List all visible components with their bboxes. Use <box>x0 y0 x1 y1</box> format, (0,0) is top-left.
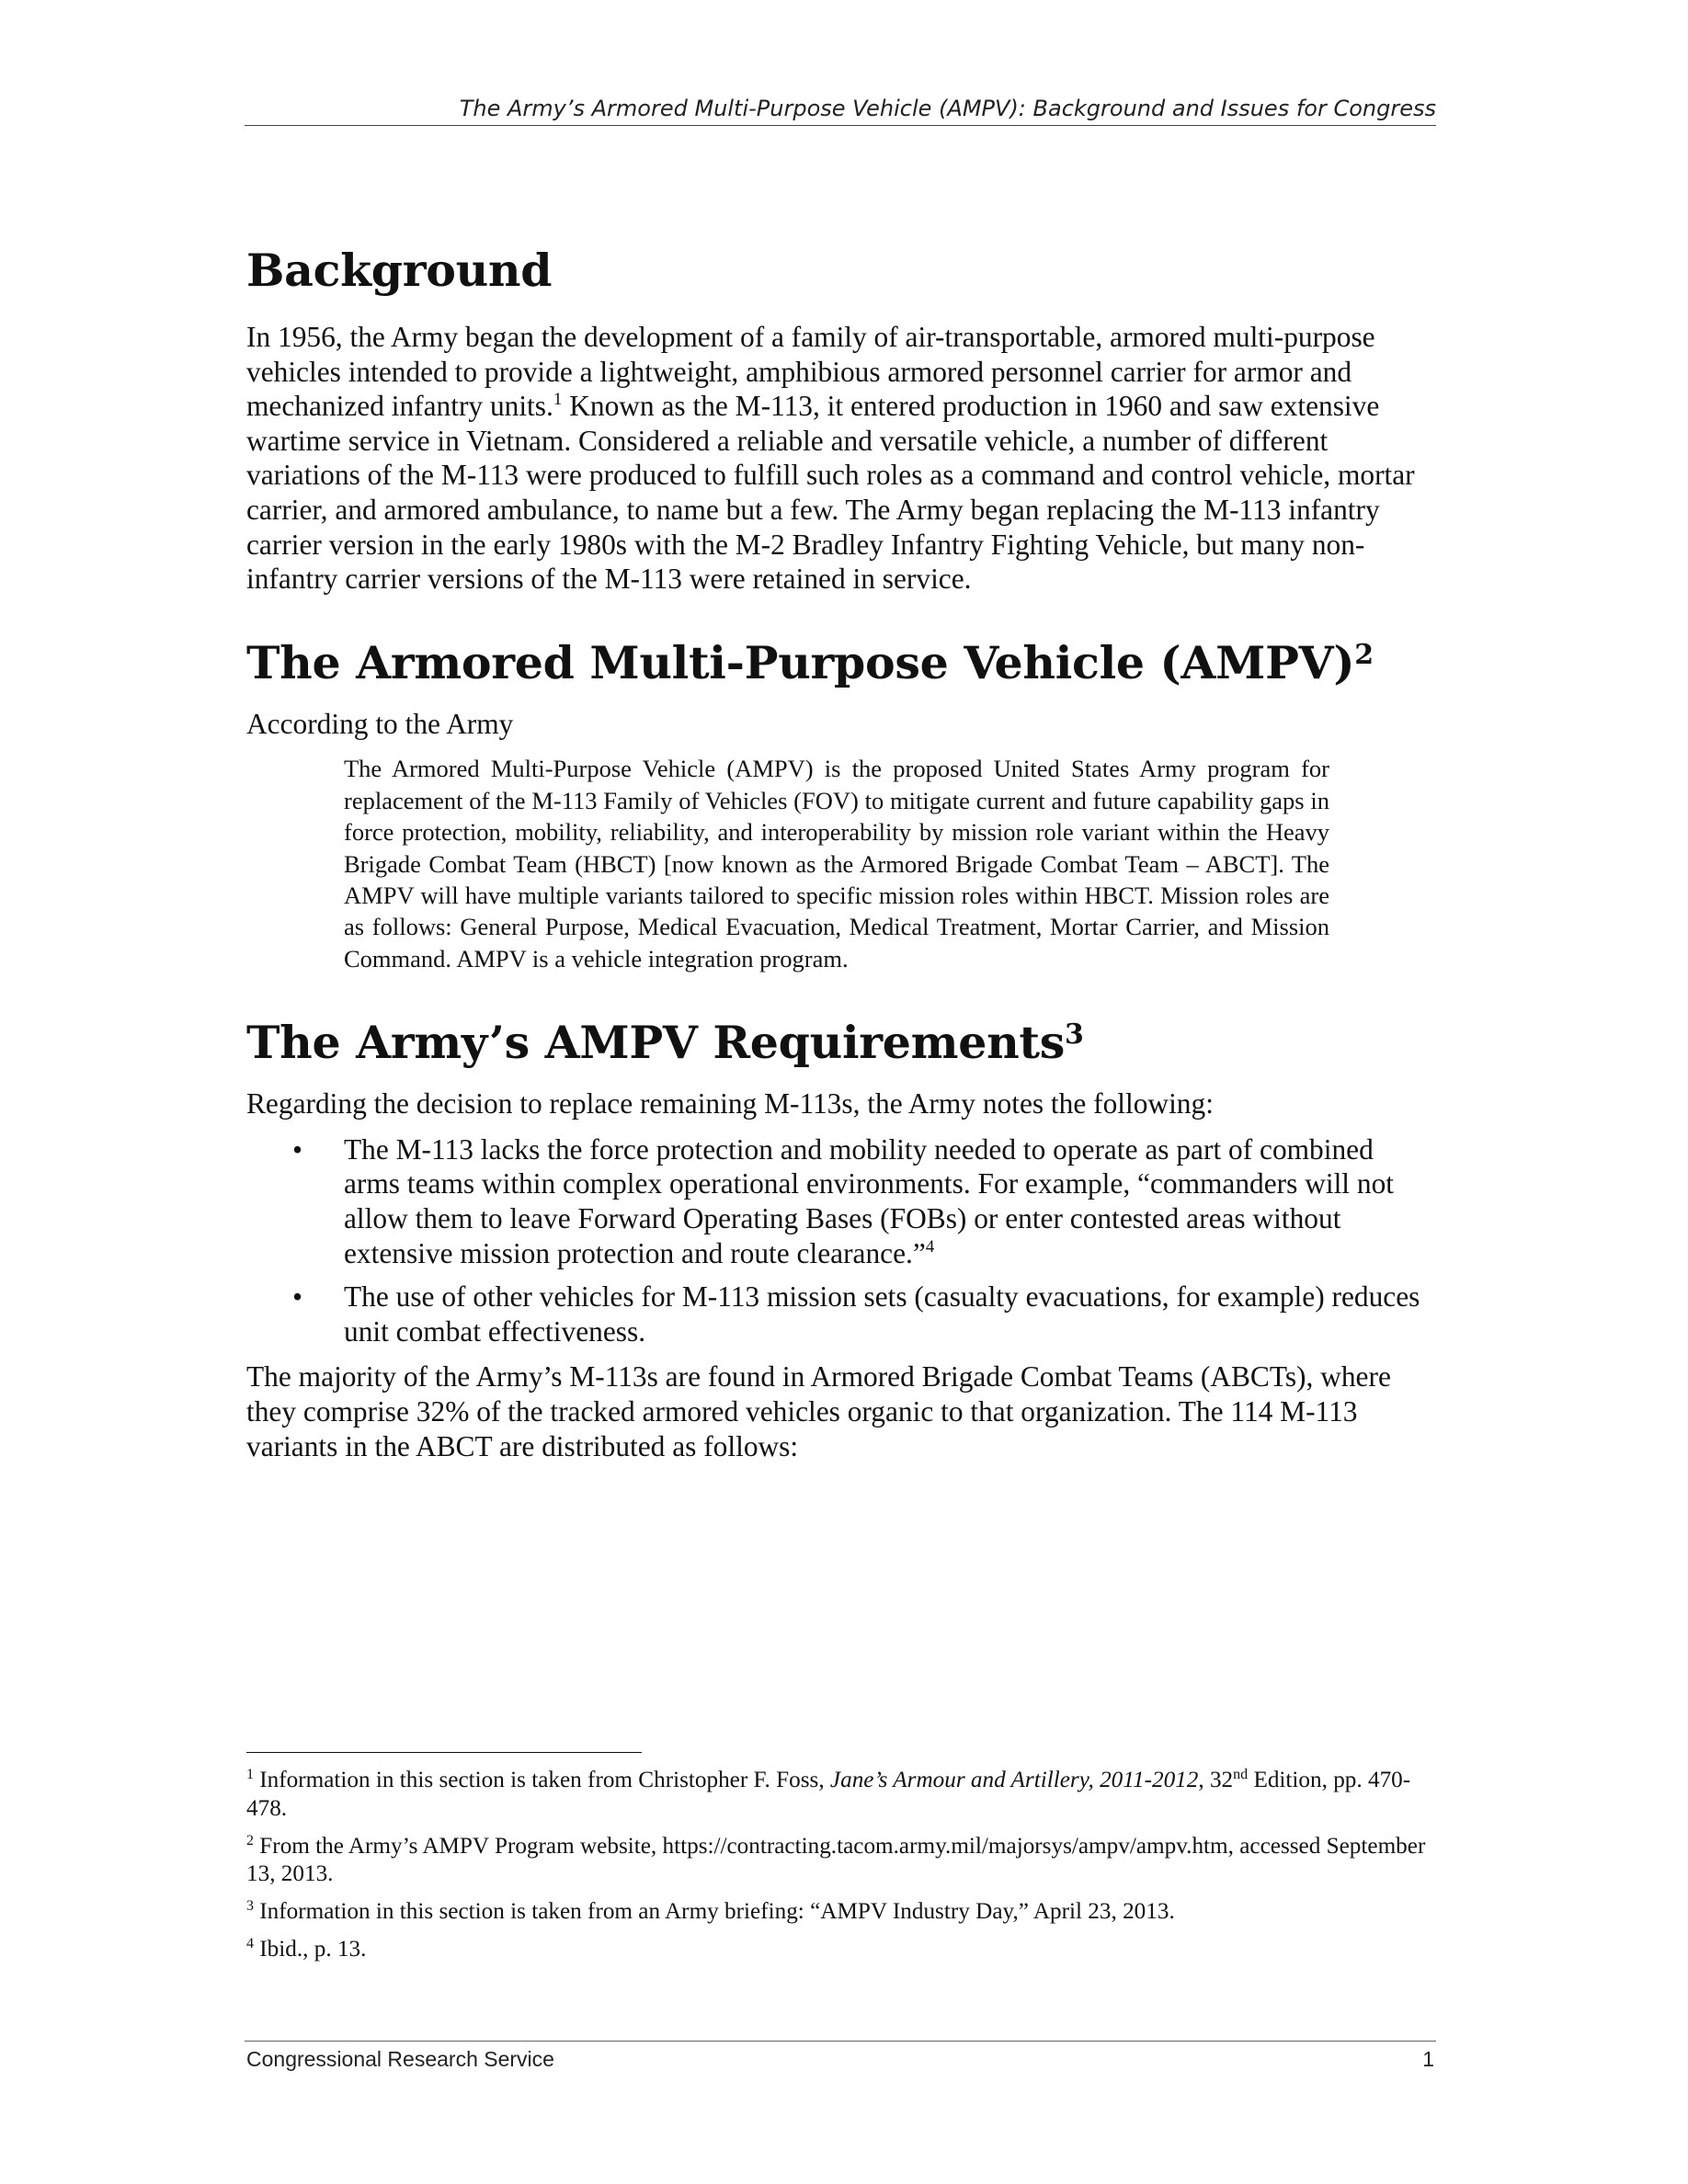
footnote-ref-4: 4 <box>925 1236 935 1257</box>
footnotes <box>246 1767 1438 1974</box>
footnote-ref-3: 3 <box>1065 1018 1084 1052</box>
footnote-ref-1: 1 <box>553 390 563 410</box>
footer-divider <box>245 2041 1436 2042</box>
footnote-divider <box>246 1752 642 1753</box>
ampv-block-quote: The Armored Multi-Purpose Vehicle (AMPV) is the proposed United States Army program for replacement of the M-113 Family of Vehicles (FOV) to mitigate current and future capability gaps in force protection, mobility, reliability, and interoperability by mission role variant within the Heavy Brigade Combat Team (HBCT) [now known as the Armored Brigade Combat Team – ABCT]. The AMPV will have multiple variants tailored to specific mission roles within HBCT. Mission roles are as follows: General Purpose, Medical Evacuation, Medical Treatment, Mortar Carrier, and Mission Command. AMPV is a vehicle integration program. <box>344 755 1329 973</box>
list-item: • The M-113 lacks the force protection and mobility needed to operate as part of combined arms teams within complex operational environments. For example, “commanders will not allow them to leave Forward Operating Bases (FOBs) or enter contested areas without extensive mission protection and route clearance.”$^4$ <box>292 1132 1394 1269</box>
requirements-closing-paragraph: The majority of the Army’s M-113s are found in Armored Brigade Combat Teams (ABCTs), where they comprise 32% of the tracked armored vehicles organic to that organization. The 114 M-113 variants in the ABCT are distributed as follows: <box>246 1360 1391 1462</box>
requirements-heading: The Army’s AMPV Requirements$^3$ <box>246 1016 1084 1070</box>
header-divider <box>245 125 1436 126</box>
footnote-1: $^1$ Information in this section is taken from Christopher F. Foss, Jane’s Armour and Artillery, 2011-2012, 32nd Edition, pp. 470-478. <box>246 1767 1411 1821</box>
ampv-intro: According to the Army <box>246 707 514 740</box>
running-header: The Army’s Armored Multi-Purpose Vehicle (AMPV): Background and Issues for Congress <box>459 96 1436 121</box>
requirements-intro: Regarding the decision to replace remaining M-113s, the Army notes the following: <box>246 1087 1214 1120</box>
bullet-marker: • <box>292 1132 302 1166</box>
page-number: 1 <box>1422 2047 1434 2071</box>
footnote-3: $^3$ Information in this section is taken from an Army briefing: “AMPV Industry Day,” April 23, 2013. <box>246 1898 1175 1925</box>
page-content <box>246 241 1436 1463</box>
footnote-1-citation-title: Jane’s Armour and Artillery, 2011-2012 <box>829 1768 1199 1792</box>
background-paragraph: In 1956, the Army began the development of a family of air-transportable, armored multi-purpose vehicles intended to provide a lightweight, amphibious armored personnel carrier for armor and mechanized infantry units.$^1$ Known as the M-113, it entered production in 1960 and saw extensive wartime service in Vietnam. Considered a reliable and versatile vehicle, a number of different variations of the M-113 were produced to fulfill such roles as a command and control vehicle, mortar carrier, and armored ambulance, to name but a few. The Army began replacing the M-113 infantry carrier version in the early 1980s with the M-2 Bradley Infantry Fighting Vehicle, but many non-infantry carrier versions of the M-113 were retained in service. <box>246 321 1415 596</box>
ampv-heading: The Armored Multi-Purpose Vehicle (AMPV)$^2$ <box>246 635 1374 689</box>
bullet-marker: • <box>292 1280 302 1314</box>
footer-publisher: Congressional Research Service <box>246 2047 554 2071</box>
footnote-ref-2: 2 <box>1354 638 1374 671</box>
footnote-2: $^2$ From the Army’s AMPV Program website, https://contracting.tacom.army.mil/majorsys/ampv/ampv.htm, accessed September 13, 2013. <box>246 1832 1426 1887</box>
list-item: • The use of other vehicles for M-113 mission sets (casualty evacuations, for example) reduces unit combat effectiveness. <box>292 1280 1420 1348</box>
background-heading: Background <box>246 244 553 297</box>
requirements-bullet-list <box>246 1132 1436 1349</box>
footnote-4: $^4$ Ibid., p. 13. <box>246 1935 367 1962</box>
